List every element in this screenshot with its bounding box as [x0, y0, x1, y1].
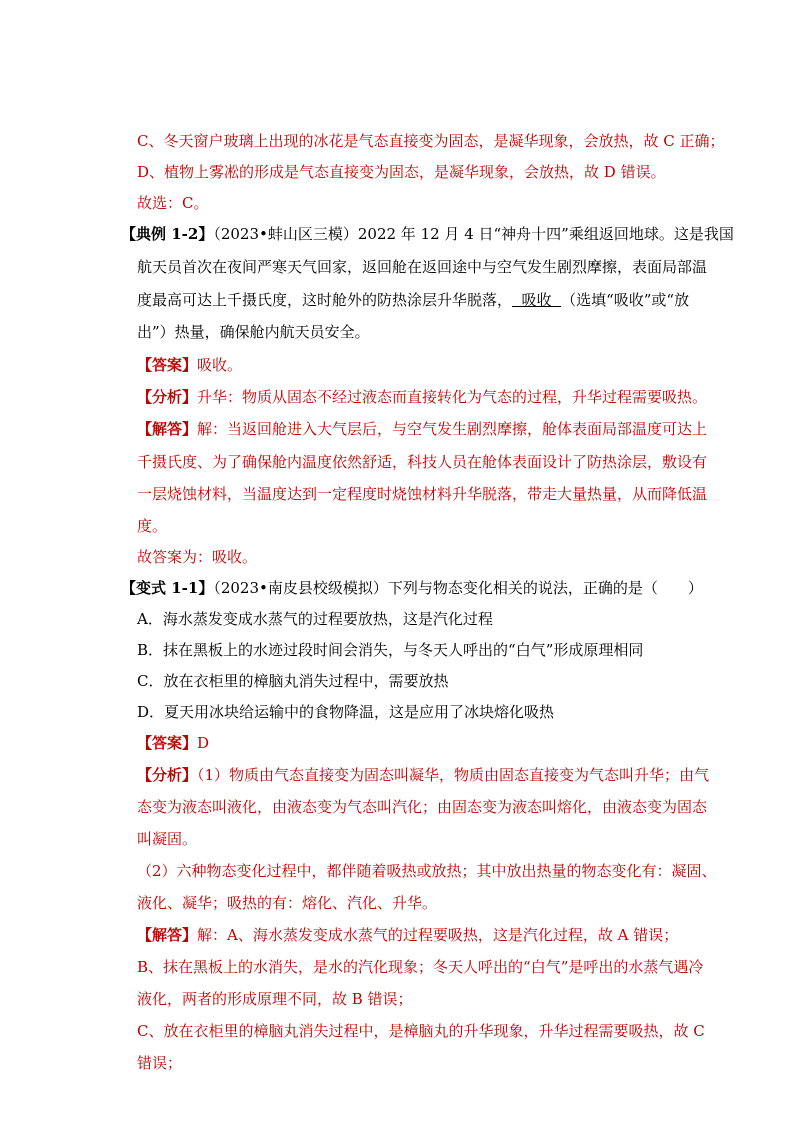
- example-solution-line4: 度。: [137, 517, 168, 535]
- variant-solution-line3: 液化，两者的形成原理不同，故 B 错误；: [137, 990, 413, 1008]
- prev-solution-line-d: D、植物上雾凇的形成是气态直接变为固态，是凝华现象，会放热，故 D 错误。: [137, 163, 666, 181]
- variant-solution-line5: 错误；: [137, 1054, 183, 1072]
- example-stem-text: 2022 年 12 月 4 日“神舟十四”乘组返回地球。这是我国: [357, 225, 734, 243]
- example-analysis-tag: 【分析】: [137, 388, 198, 406]
- variant-analysis-line5: 液化、凝华；吸热的有：熔化、汽化、升华。: [137, 894, 438, 912]
- variant-tag: 【变式 1-1】: [121, 579, 214, 597]
- example-answer-text: 吸收。: [197, 356, 243, 374]
- example-solution-tag: 【解答】: [137, 420, 198, 438]
- example-analysis: [137, 387, 707, 407]
- variant-analysis-tag: 【分析】: [137, 766, 198, 784]
- variant-analysis-line1: [137, 765, 709, 785]
- variant-analysis-line3: 叫凝固。: [137, 830, 198, 848]
- example-stem-line3: [137, 290, 689, 310]
- variant-analysis-line2: 态变为液态叫液化，由液态变为气态叫汽化；由固态变为液态叫熔化，由液态变为固态: [137, 798, 708, 816]
- example-answer: [137, 355, 242, 375]
- variant-solution-line1: [137, 925, 678, 945]
- variant-solution-line2: B、抹在黑板上的水消失，是水的汽化现象；冬天人呼出的“白气”是呼出的水蒸气遇冷: [137, 958, 704, 976]
- example-solution-line2: 千摄氏度、为了确保舱内温度依然舒适，科技人员在舱体表面设计了防热涂层，敷设有: [137, 453, 708, 471]
- variant-solution-text: 解：A、海水蒸发变成水蒸气的过程要吸热，这是汽化过程，故 A 错误；: [197, 926, 679, 944]
- example-stem-line4: 出”）热量，确保舱内航天员安全。: [137, 323, 370, 341]
- variant-stem-text: 下列与物态变化相关的说法，正确的是（ ）: [387, 579, 703, 597]
- variant-solution-tag: 【解答】: [137, 926, 198, 944]
- variant-analysis-line4: （2）六种物态变化过程中，都伴随着吸热或放热；其中放出热量的物态变化有：凝固、: [137, 862, 717, 880]
- example-source: （2023•蚌山区三模）: [213, 225, 358, 243]
- example-solution-line1: [137, 419, 707, 439]
- variant-option-d: D．夏天用冰块给运输中的食物降温，这是应用了冰块熔化吸热: [137, 703, 555, 721]
- variant-source: （2023•南皮县校级模拟）: [213, 579, 388, 597]
- example-solution-line3: 一层烧蚀材料，当温度达到一定程度时烧蚀材料升华脱落，带走大量热量，从而降低温: [137, 485, 708, 503]
- variant-option-b: B．抹在黑板上的水迹过段时间会消失，与冬天人呼出的“白气”形成原理相同: [137, 641, 644, 659]
- variant-solution-line4: C、放在衣柜里的樟脑丸消失过程中，是樟脑丸的升华现象，升华过程需要吸热，故 C: [137, 1022, 705, 1040]
- example-analysis-text: 升华：物质从固态不经过液态而直接转化为气态的过程，升华过程需要吸热。: [197, 388, 708, 406]
- variant-answer: [137, 733, 209, 753]
- example-stem-line2: 航天员首次在夜间严寒天气回家，返回舱在返回途中与空气发生剧烈摩擦，表面局部温: [137, 258, 708, 276]
- variant-analysis-text: （1）物质由气态直接变为固态叫凝华，物质由固态直接变为气态叫升华；由气: [197, 766, 710, 784]
- prev-choice: 故选：C。: [137, 194, 209, 212]
- example-stem-after-blank: （选填“吸收”或“放: [561, 291, 690, 309]
- variant-answer-tag: 【答案】: [137, 734, 198, 752]
- prev-solution-line-c: C、冬天窗户玻璃上出现的冰花是气态直接变为固态，是凝华现象，会放热，故 C 正确；: [137, 132, 725, 150]
- example-tag: 【典例 1-2】: [121, 225, 214, 243]
- example-answer-tag: 【答案】: [137, 356, 198, 374]
- variant-option-a: A．海水蒸发变成水蒸气的过程要放热，这是汽化过程: [137, 610, 493, 628]
- example-blank-answer: 吸收: [512, 291, 562, 309]
- example-solution-text: 解：当返回舱进入大气层后，与空气发生剧烈摩擦，舱体表面局部温度可达上: [197, 420, 708, 438]
- example-stem-before-blank: 度最高可达上千摄氏度，这时舱外的防热涂层升华脱落，: [137, 291, 513, 309]
- variant-stem: [121, 578, 703, 598]
- variant-option-c: C．放在衣柜里的樟脑丸消失过程中，需要放热: [137, 672, 449, 690]
- example-stem-line1: [121, 224, 734, 244]
- example-final-answer: 故答案为：吸收。: [137, 548, 258, 566]
- variant-answer-text: D: [197, 734, 210, 752]
